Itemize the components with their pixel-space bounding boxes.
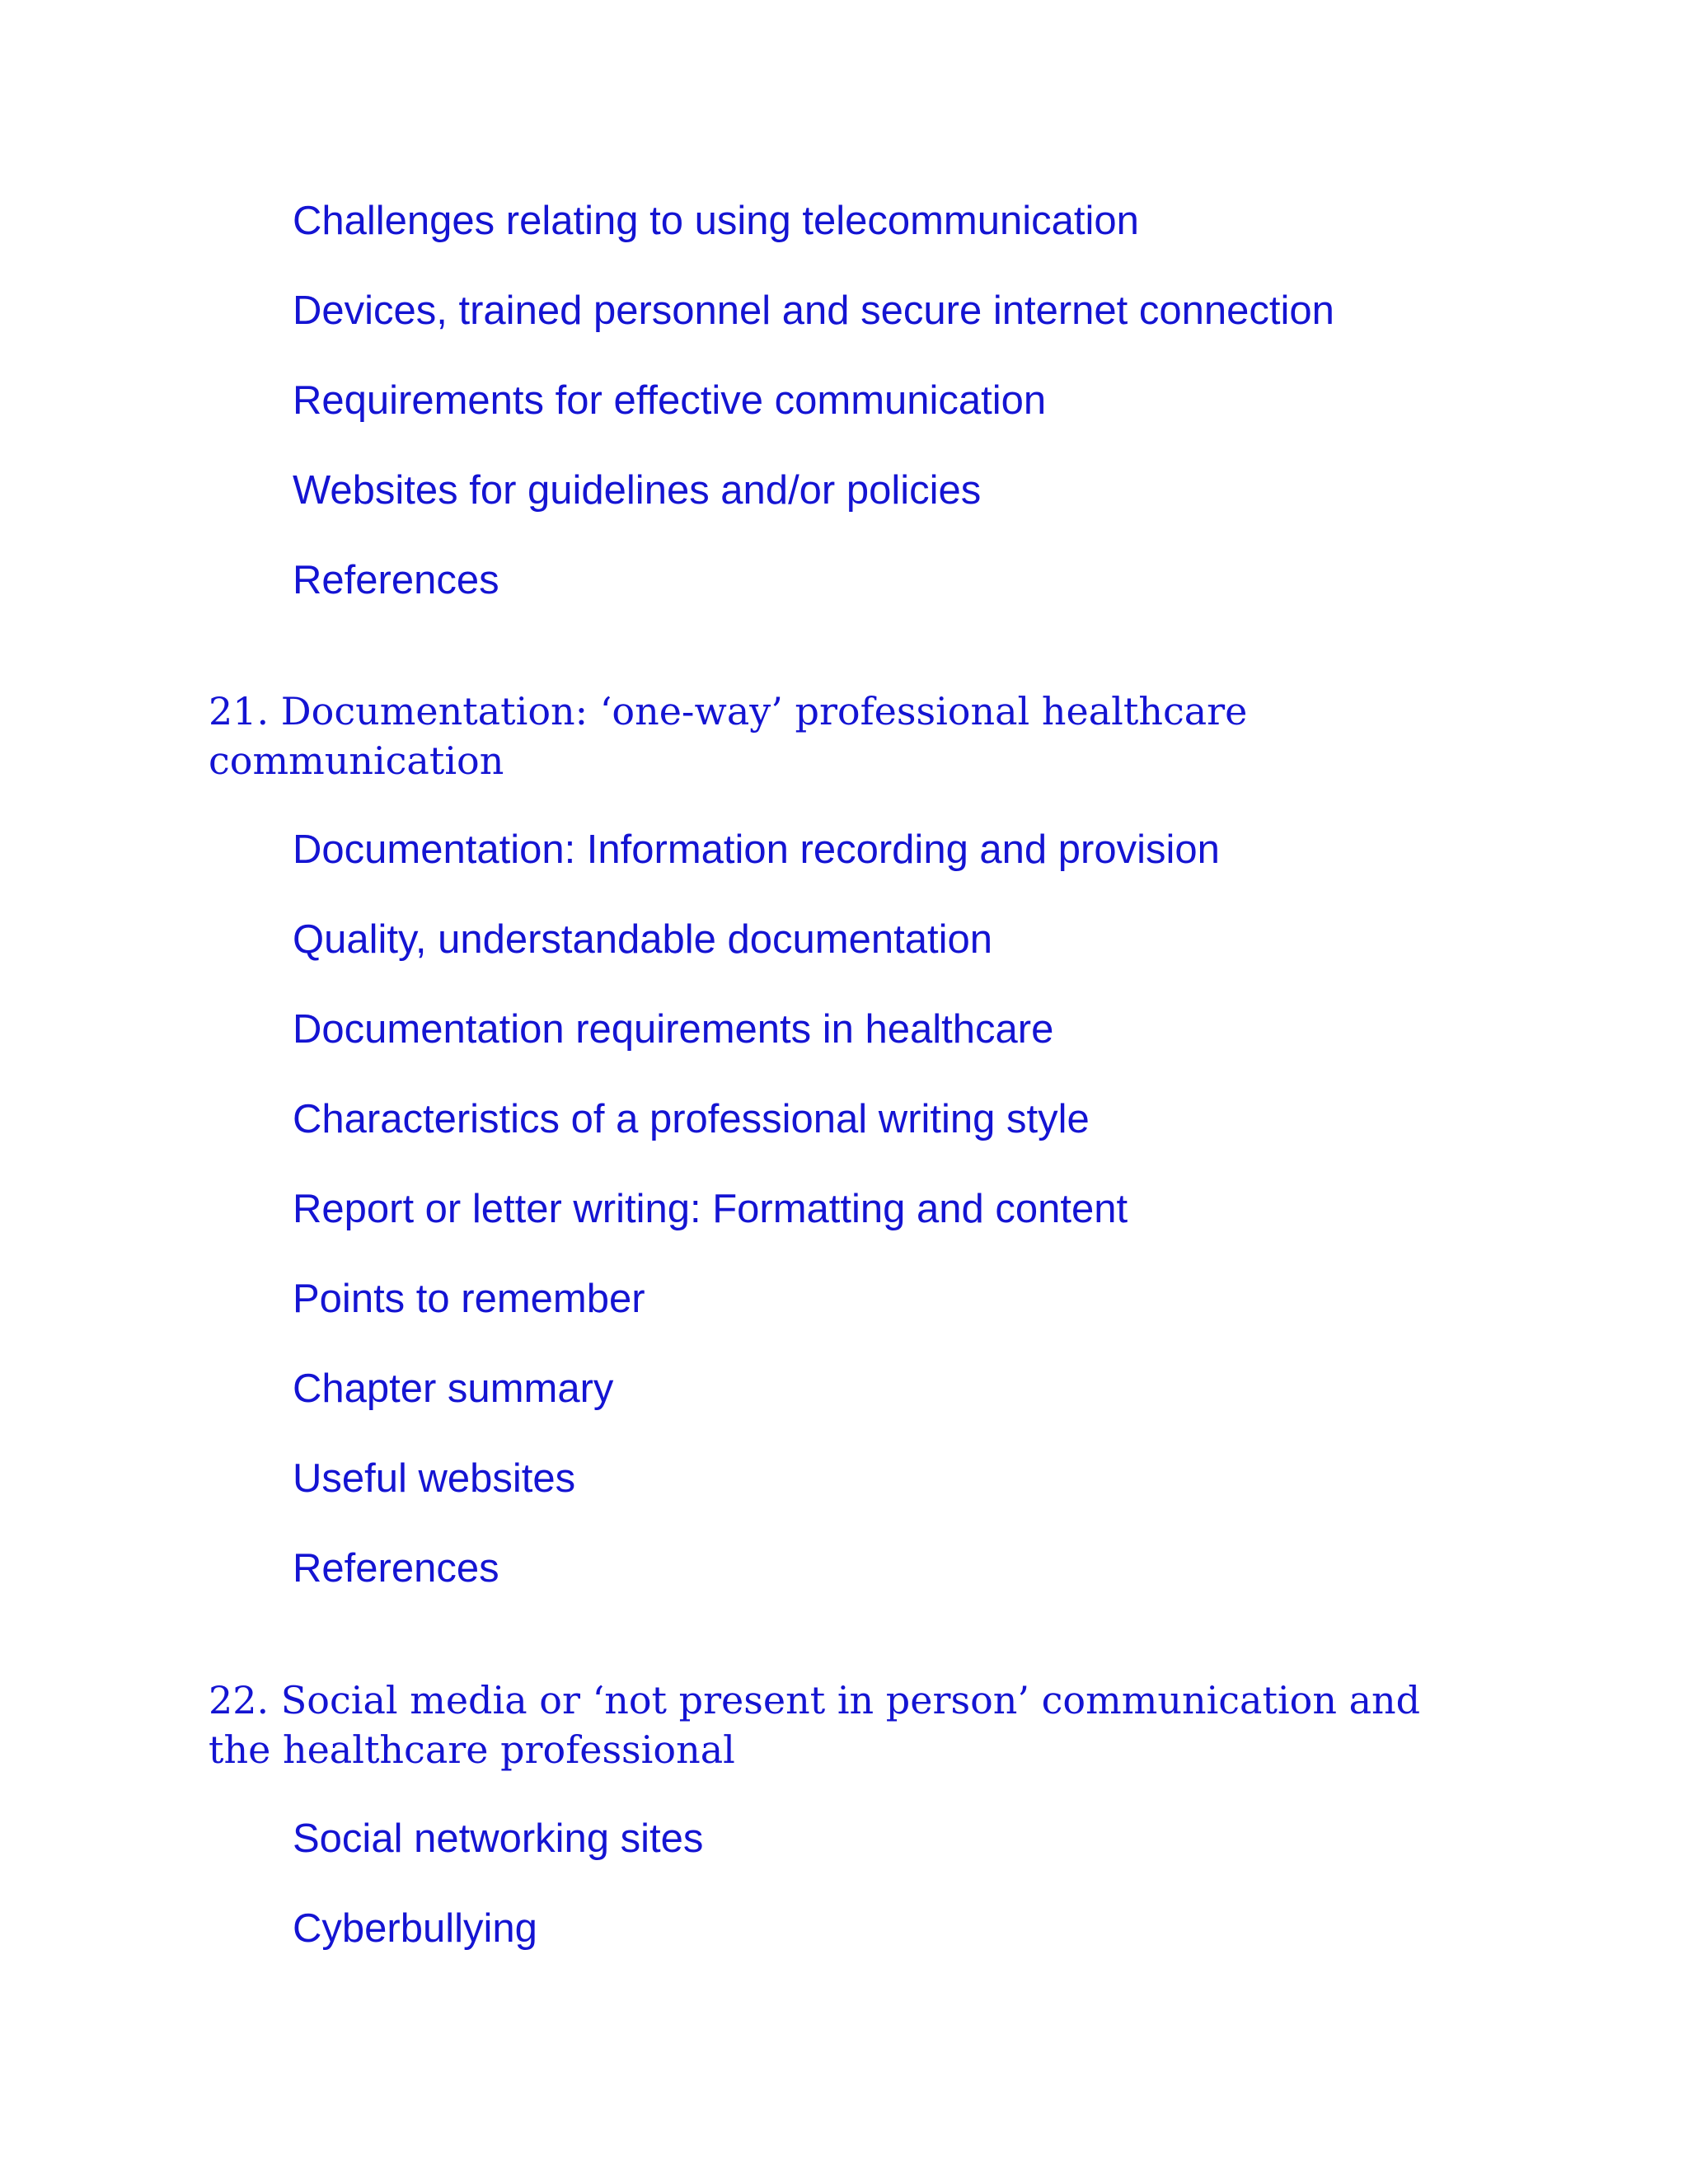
toc-item-useful-websites[interactable]: Useful websites — [293, 1456, 576, 1501]
toc-item-social-networking-sites[interactable]: Social networking sites — [293, 1816, 704, 1861]
toc-item-points-to-remember[interactable]: Points to remember — [293, 1277, 645, 1321]
toc-item-documentation-requirements[interactable]: Documentation requirements in healthcare — [293, 1007, 1054, 1052]
toc-item-references[interactable]: References — [293, 1546, 499, 1591]
toc-item-devices-personnel[interactable]: Devices, trained personnel and secure internet connection — [293, 288, 1334, 333]
chapter-21-heading[interactable]: 21. Documentation: ‘one-way’ professional healthcare communication — [209, 689, 1248, 783]
toc-item-references[interactable]: References — [293, 558, 499, 602]
toc-item-report-letter-writing[interactable]: Report or letter writing: Formatting and content — [293, 1187, 1128, 1231]
toc-item-chapter-summary[interactable]: Chapter summary — [293, 1366, 614, 1411]
toc-item-websites-guidelines[interactable]: Websites for guidelines and/or policies — [293, 468, 982, 513]
toc-item-cyberbullying[interactable]: Cyberbullying — [293, 1906, 537, 1951]
toc-item-documentation-recording[interactable]: Documentation: Information recording and provision — [293, 827, 1220, 872]
toc-item-challenges-telecommunication[interactable]: Challenges relating to using telecommunication — [293, 199, 1139, 243]
toc-item-writing-style[interactable]: Characteristics of a professional writing style — [293, 1097, 1090, 1141]
toc-item-requirements-communication[interactable]: Requirements for effective communication — [293, 378, 1047, 423]
toc-item-quality-documentation[interactable]: Quality, understandable documentation — [293, 917, 992, 962]
chapter-22-heading[interactable]: 22. Social media or ‘not present in person’ communication and the healthcare professional — [209, 1678, 1421, 1772]
